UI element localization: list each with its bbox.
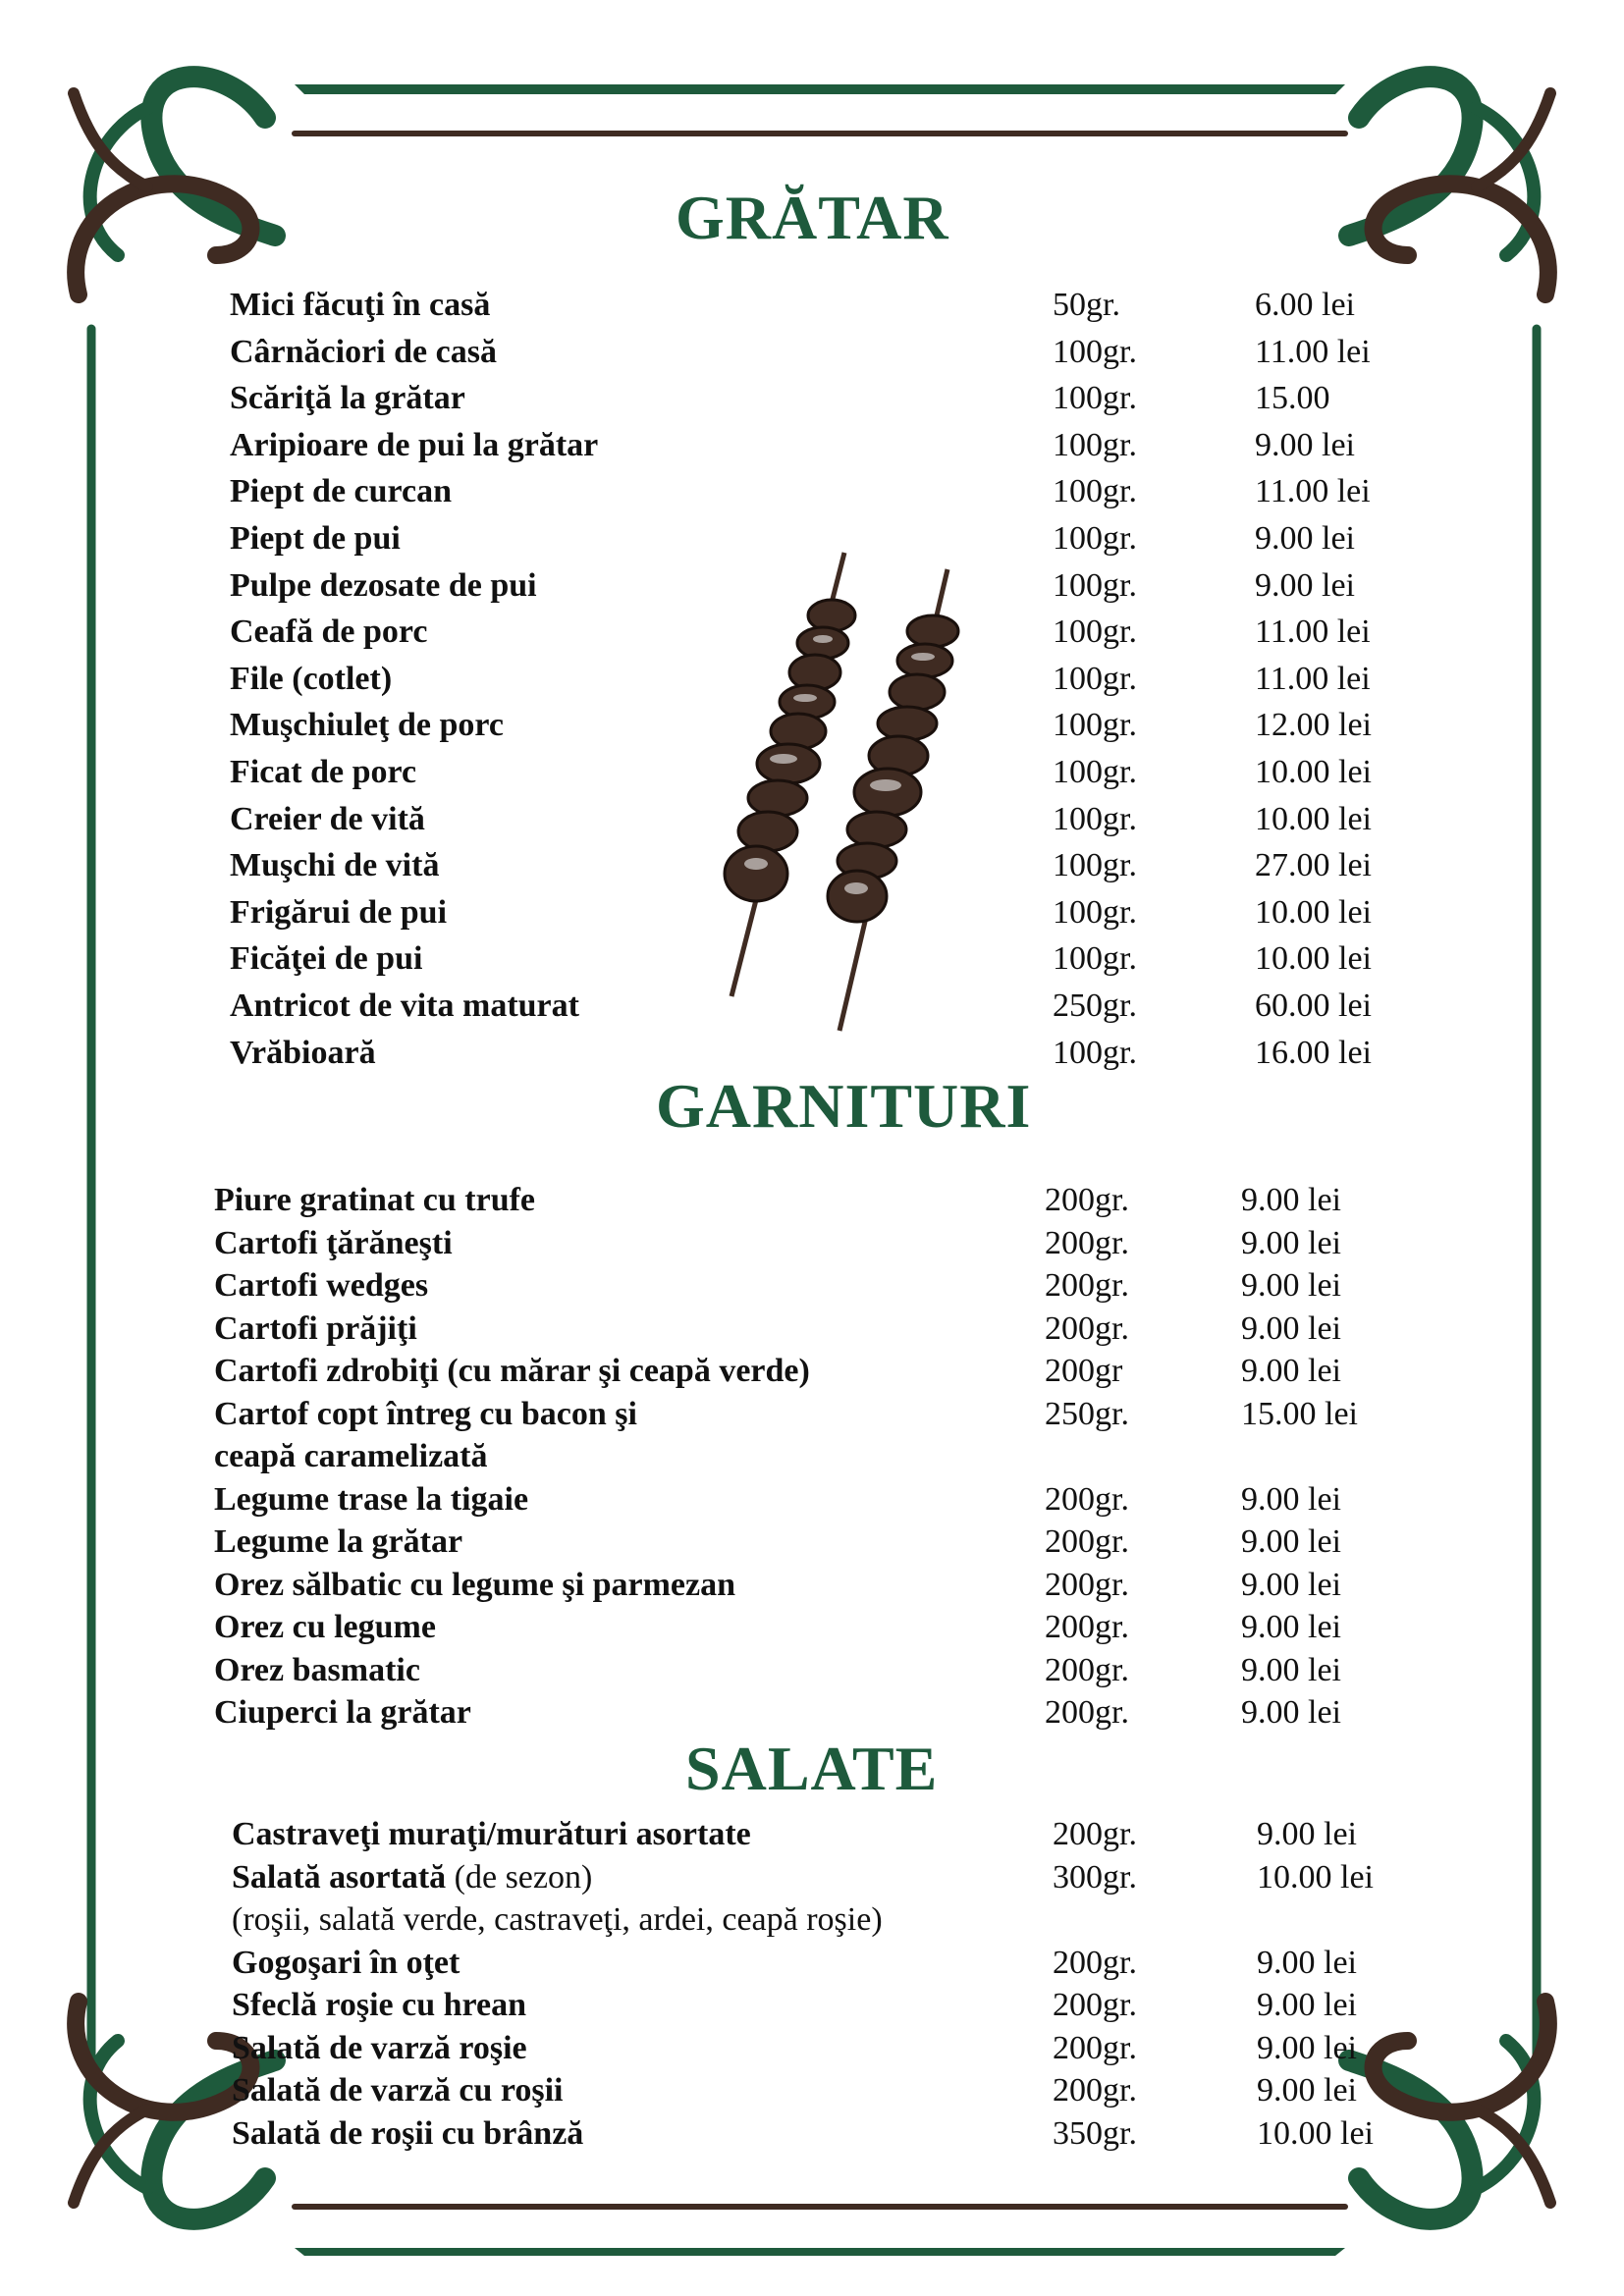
- item-name: Muşchiuleţ de porc: [230, 707, 504, 744]
- item-name: Creier de vită: [230, 800, 425, 837]
- item-price: 11.00 lei: [1255, 614, 1371, 651]
- item-price: 9.00 lei: [1241, 1651, 1341, 1688]
- menu-item-row: [214, 1609, 1437, 1652]
- item-price: 10.00 lei: [1255, 754, 1372, 790]
- item-quantity: 200gr.: [1053, 1816, 1137, 1852]
- menu-item-row: [230, 567, 1451, 611]
- item-name: Sfeclă roşie cu hrean: [232, 1987, 526, 2023]
- item-price: 15.00: [1255, 380, 1330, 417]
- item-price: 10.00 lei: [1255, 800, 1372, 837]
- menu-item-row: [232, 2115, 1453, 2159]
- item-name: Gogoşari în oţet: [232, 1944, 460, 1981]
- item-name: Orez cu legume: [214, 1609, 436, 1645]
- item-quantity: 100gr.: [1053, 614, 1137, 651]
- item-quantity: 100gr.: [1053, 473, 1137, 510]
- menu-item-row: [214, 1523, 1437, 1567]
- item-price: 11.00 lei: [1255, 660, 1371, 697]
- item-name: Vrăbioară: [230, 1034, 376, 1071]
- menu-item-row: [232, 1859, 1453, 1902]
- item-name: Legume la grătar: [214, 1523, 463, 1560]
- item-price: 60.00 lei: [1255, 988, 1372, 1024]
- item-quantity: 250gr.: [1045, 1395, 1129, 1432]
- item-price: 11.00 lei: [1255, 473, 1371, 510]
- item-quantity: 200gr.: [1045, 1309, 1129, 1347]
- item-quantity: 100gr.: [1053, 893, 1137, 931]
- item-name: Cârnăciori de casă: [230, 333, 497, 370]
- menu-item-row: [230, 988, 1451, 1031]
- item-price: 10.00 lei: [1257, 2114, 1374, 2152]
- item-price: 6.00 lei: [1255, 287, 1355, 323]
- item-quantity: 100gr.: [1053, 847, 1137, 884]
- corner-ornament-top-left: [74, 77, 275, 294]
- item-name: File (cotlet): [230, 660, 393, 697]
- item-quantity: 100gr.: [1053, 380, 1137, 417]
- item-name: Piept de pui: [230, 520, 401, 557]
- item-name: Ficăţei de pui: [230, 940, 423, 978]
- item-price: 12.00 lei: [1255, 707, 1372, 744]
- item-name: Ceafă de porc: [230, 614, 428, 651]
- item-quantity: 100gr.: [1053, 520, 1137, 557]
- item-quantity: 200gr.: [1045, 1480, 1129, 1518]
- item-name: Ficat de porc: [230, 754, 417, 790]
- menu-item-row: [230, 614, 1451, 657]
- item-quantity: 200gr.: [1045, 1182, 1129, 1218]
- item-name: Mici făcuţi în casă: [230, 287, 491, 323]
- item-price: 9.00 lei: [1255, 426, 1355, 463]
- item-quantity: 250gr.: [1053, 988, 1137, 1024]
- item-price: 9.00 lei: [1257, 1987, 1357, 2023]
- item-quantity: 200gr.: [1045, 1651, 1129, 1688]
- item-name: Salată asortată (de sezon): [232, 1858, 593, 1896]
- menu-item-row: [230, 707, 1451, 750]
- item-name: Ciuperci la grătar: [214, 1694, 471, 1731]
- menu-item-row: [230, 940, 1451, 984]
- menu-item-row: [214, 1567, 1437, 1610]
- item-quantity: 100gr.: [1053, 660, 1137, 697]
- item-name: Piept de curcan: [230, 473, 453, 510]
- item-quantity: 200gr.: [1045, 1224, 1129, 1261]
- menu-item-row: [214, 1481, 1437, 1524]
- menu-item-row: [230, 427, 1451, 470]
- item-price: 9.00 lei: [1241, 1353, 1341, 1389]
- item-quantity: 200gr.: [1053, 2072, 1137, 2109]
- menu-item-row: [214, 1694, 1437, 1737]
- menu-item-row: [230, 661, 1451, 704]
- item-name: Aripioare de pui la grătar: [230, 426, 599, 463]
- item-name: Salată de varză cu roşii: [232, 2072, 564, 2109]
- item-quantity: 200gr.: [1053, 2029, 1137, 2066]
- item-price: 16.00 lei: [1255, 1034, 1372, 1071]
- item-name: Orez basmatic: [214, 1651, 420, 1688]
- item-name: Salată de varză roşie: [232, 2029, 527, 2066]
- item-name: Cartof copt întreg cu bacon şi: [214, 1395, 637, 1432]
- menu-item-row: [230, 334, 1451, 377]
- item-quantity: 100gr.: [1053, 940, 1137, 978]
- corner-ornament-top-right: [1349, 77, 1550, 294]
- item-quantity: 200gr.: [1045, 1523, 1129, 1560]
- item-name: Salată de roşii cu brânză: [232, 2114, 584, 2152]
- item-price: 9.00 lei: [1255, 520, 1355, 557]
- item-quantity: 300gr.: [1053, 1858, 1137, 1896]
- item-quantity: 100gr.: [1053, 426, 1137, 463]
- item-price: 10.00 lei: [1255, 940, 1372, 978]
- item-price: 9.00 lei: [1257, 1944, 1357, 1981]
- menu-item-row: [232, 2030, 1453, 2073]
- menu-item-row: [232, 1945, 1453, 1988]
- item-name: Scăriţă la grătar: [230, 380, 465, 417]
- menu-item-row: [214, 1225, 1437, 1268]
- section-title-gratar: GRĂTAR: [676, 183, 949, 252]
- item-price: 10.00 lei: [1255, 893, 1372, 931]
- item-price: 15.00 lei: [1241, 1395, 1358, 1432]
- item-quantity: 200gr: [1045, 1353, 1123, 1389]
- item-quantity: 200gr.: [1053, 1987, 1137, 2023]
- item-name: Frigărui de pui: [230, 893, 448, 931]
- menu-item-row: [214, 1396, 1437, 1439]
- item-name: Cartofi wedges: [214, 1267, 429, 1304]
- item-price: 9.00 lei: [1241, 1480, 1341, 1518]
- menu-item-row: [232, 2072, 1453, 2115]
- item-name: Cartofi prăjiţi: [214, 1309, 417, 1347]
- item-price: 27.00 lei: [1255, 847, 1372, 884]
- item-description: ceapă caramelizată: [214, 1438, 488, 1474]
- item-quantity: 50gr.: [1053, 287, 1120, 323]
- item-price: 11.00 lei: [1255, 333, 1371, 370]
- item-quantity: 100gr.: [1053, 754, 1137, 790]
- menu-item-row: [230, 520, 1451, 563]
- menu-item-row: [214, 1652, 1437, 1695]
- item-price: 9.00 lei: [1241, 1224, 1341, 1261]
- item-name: Cartofi zdrobiţi (cu mărar şi ceapă verde): [214, 1353, 810, 1389]
- item-quantity: 200gr.: [1045, 1609, 1129, 1645]
- item-quantity: 200gr.: [1045, 1566, 1129, 1603]
- item-quantity: 200gr.: [1045, 1694, 1129, 1731]
- item-quantity: 200gr.: [1045, 1267, 1129, 1304]
- item-price: 9.00 lei: [1257, 1816, 1357, 1852]
- item-price: 9.00 lei: [1241, 1566, 1341, 1603]
- menu-item-row: [230, 473, 1451, 516]
- item-price: 9.00 lei: [1241, 1267, 1341, 1304]
- menu-item-row: [232, 1816, 1453, 1859]
- menu-item-row: [232, 1987, 1453, 2030]
- section-title-garnituri: GARNITURI: [656, 1071, 1032, 1141]
- item-quantity: 100gr.: [1053, 800, 1137, 837]
- menu-item-row: [230, 847, 1451, 890]
- item-name: Pulpe dezosate de pui: [230, 566, 537, 604]
- menu-item-row: [230, 754, 1451, 797]
- item-name: Cartofi ţărăneşti: [214, 1224, 453, 1261]
- item-name: Orez sălbatic cu legume şi parmezan: [214, 1566, 736, 1603]
- menu-item-row: [214, 1310, 1437, 1354]
- item-price: 9.00 lei: [1257, 2072, 1357, 2109]
- item-price: 9.00 lei: [1241, 1309, 1341, 1347]
- item-price: 9.00 lei: [1255, 566, 1355, 604]
- item-name: Legume trase la tigaie: [214, 1480, 529, 1518]
- menu-item-row: [214, 1267, 1437, 1310]
- item-price: 9.00 lei: [1241, 1523, 1341, 1560]
- item-quantity: 350gr.: [1053, 2114, 1137, 2152]
- item-name-suffix: (de sezon): [446, 1858, 593, 1896]
- item-quantity: 100gr.: [1053, 566, 1137, 604]
- menu-item-row: [230, 380, 1451, 423]
- item-price: 9.00 lei: [1241, 1609, 1341, 1645]
- section-title-salate: SALATE: [685, 1734, 939, 1803]
- item-quantity: 100gr.: [1053, 1034, 1137, 1071]
- item-name: Piure gratinat cu trufe: [214, 1182, 536, 1218]
- item-price: 9.00 lei: [1257, 2029, 1357, 2066]
- menu-item-row: [230, 801, 1451, 844]
- item-price: 9.00 lei: [1241, 1694, 1341, 1731]
- item-quantity: 100gr.: [1053, 333, 1137, 370]
- item-name: Antricot de vita maturat: [230, 988, 579, 1024]
- item-name: Castraveţi muraţi/murături asortate: [232, 1816, 751, 1852]
- item-price: 9.00 lei: [1241, 1182, 1341, 1218]
- menu-item-row: [230, 287, 1451, 330]
- item-description: (roşii, salată verde, castraveţi, ardei, ceapă roşie): [232, 1901, 883, 1938]
- item-quantity: 200gr.: [1053, 1944, 1137, 1981]
- menu-item-row: [230, 894, 1451, 937]
- menu-item-row: [214, 1182, 1437, 1225]
- menu-item-row: [214, 1353, 1437, 1396]
- item-price: 10.00 lei: [1257, 1858, 1374, 1896]
- item-name: Muşchi de vită: [230, 847, 440, 884]
- item-quantity: 100gr.: [1053, 707, 1137, 744]
